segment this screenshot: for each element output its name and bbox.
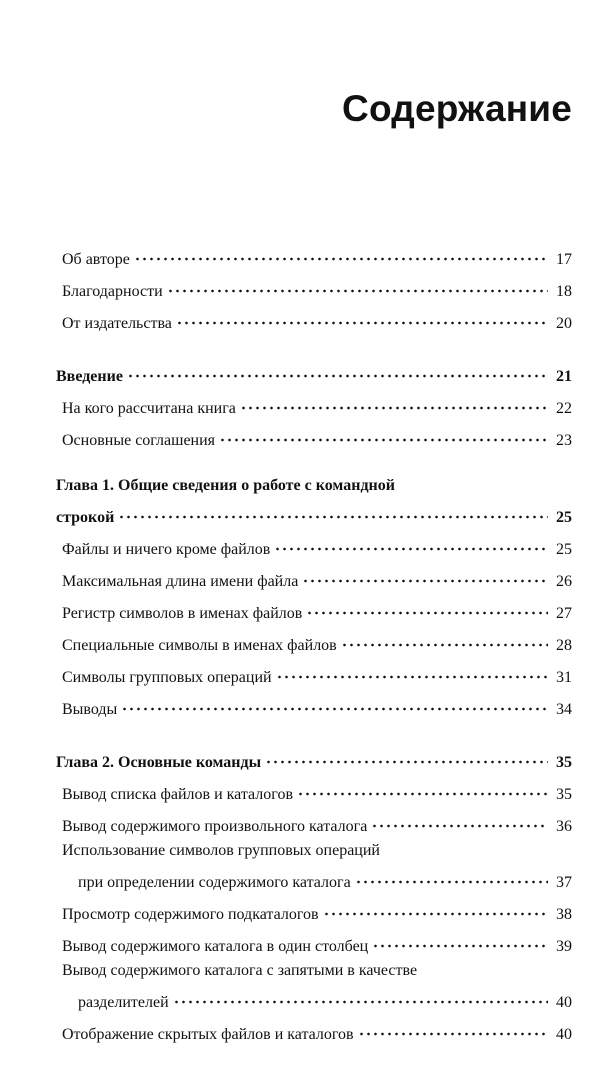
dot-leader [274,530,548,554]
toc-group [56,357,572,453]
toc-page-number: 31 [556,669,572,686]
dot-leader [121,690,548,714]
toc-page-number: 25 [556,541,572,558]
toc-section-entry[interactable] [56,927,572,959]
toc-entry-title: строкой [56,509,115,526]
toc-page-number: 18 [556,283,572,300]
dot-leader [219,421,548,445]
toc-section-entry[interactable] [56,1015,572,1047]
toc-section-entry[interactable] [56,421,572,453]
page-title: Содержание [342,88,572,129]
toc-entry-title: Специальные символы в именах файлов [62,637,337,654]
toc-entry-title: Файлы и ничего кроме файлов [62,541,271,558]
dot-leader [176,304,548,328]
toc-entry-title: Выводы [62,701,118,718]
toc-page-number: 35 [556,754,572,771]
toc-section-entry[interactable] [56,690,572,722]
toc-entry-title: разделителей [78,994,169,1011]
dot-leader [358,1015,548,1039]
toc-page-number: 35 [556,786,572,803]
toc-entry-title: От издательства [62,315,172,332]
toc-group [56,743,572,1047]
dot-leader [341,626,548,650]
toc-entry-title: Благодарности [62,283,163,300]
table-of-contents [56,240,572,1068]
toc-entry-title: Использование символов групповых операций [62,842,380,859]
dot-leader [276,658,548,682]
toc-page-number: 37 [556,874,572,891]
toc-chapter-entry[interactable] [56,474,572,530]
toc-chapter-entry[interactable] [56,357,572,389]
dot-leader [323,895,548,919]
toc-page-number: 36 [556,818,572,835]
toc-page-number: 20 [556,315,572,332]
toc-entry-title: Регистр символов в именах файлов [62,605,303,622]
toc-entry-title: Символы групповых операций [62,669,272,686]
toc-group [56,474,572,722]
toc-page-number: 40 [556,994,572,1011]
dot-leader [127,357,548,381]
toc-chapter-entry[interactable] [56,743,572,775]
dot-leader [302,562,548,586]
dot-leader [134,240,548,264]
toc-section-entry[interactable] [56,594,572,626]
toc-page-number: 40 [556,1026,572,1043]
toc-entry-title: Просмотр содержимого подкаталогов [62,906,319,923]
toc-section-entry[interactable] [56,626,572,658]
toc-section-entry[interactable] [56,839,572,895]
dot-leader [372,927,548,951]
toc-entry-title: Вывод содержимого каталога с запятыми в качестве [62,962,418,979]
toc-entry-title: Об авторе [62,251,130,268]
toc-entry-title: Глава 2. Основные команды [56,754,262,771]
toc-entry-title: Отображение скрытых файлов и каталогов [62,1026,354,1043]
dot-leader [118,498,548,522]
dot-leader [371,807,548,831]
toc-entry-title: Вывод содержимого произвольного каталога [62,818,368,835]
toc-page-number: 39 [556,938,572,955]
toc-entry-title: Глава 1. Общие сведения о работе с командной [56,477,395,494]
toc-page-number: 28 [556,637,572,654]
toc-page-number: 38 [556,906,572,923]
toc-section-entry[interactable] [56,562,572,594]
dot-leader [240,389,548,413]
dot-leader [306,594,548,618]
dot-leader [297,775,548,799]
toc-page-number: 27 [556,605,572,622]
toc-page-number: 23 [556,432,572,449]
toc-page-number: 26 [556,573,572,590]
toc-section-entry[interactable] [56,240,572,272]
toc-entry-title: На кого рассчитана книга [62,400,236,417]
toc-section-entry[interactable] [56,959,572,1015]
toc-entry-title: при определении содержимого каталога [78,874,351,891]
toc-page-number: 22 [556,400,572,417]
toc-group [56,240,572,336]
toc-section-entry[interactable] [56,807,572,839]
toc-section-entry[interactable] [56,658,572,690]
toc-page-number: 34 [556,701,572,718]
toc-section-entry[interactable] [56,304,572,336]
toc-page-number: 25 [556,509,572,526]
toc-section-entry[interactable] [56,530,572,562]
dot-leader [355,863,548,887]
toc-section-entry[interactable] [56,272,572,304]
toc-section-entry[interactable] [56,895,572,927]
dot-leader [173,983,548,1007]
toc-entry-title: Вывод списка файлов и каталогов [62,786,293,803]
dot-leader [265,743,548,767]
toc-entry-title: Вывод содержимого каталога в один столбец [62,938,369,955]
toc-entry-title: Введение [56,368,123,385]
toc-section-entry[interactable] [56,389,572,421]
toc-page-number: 17 [556,251,572,268]
toc-page-number: 21 [556,368,572,385]
toc-section-entry[interactable] [56,775,572,807]
dot-leader [167,272,548,296]
toc-entry-title: Основные соглашения [62,432,216,449]
toc-entry-title: Максимальная длина имени файла [62,573,299,590]
